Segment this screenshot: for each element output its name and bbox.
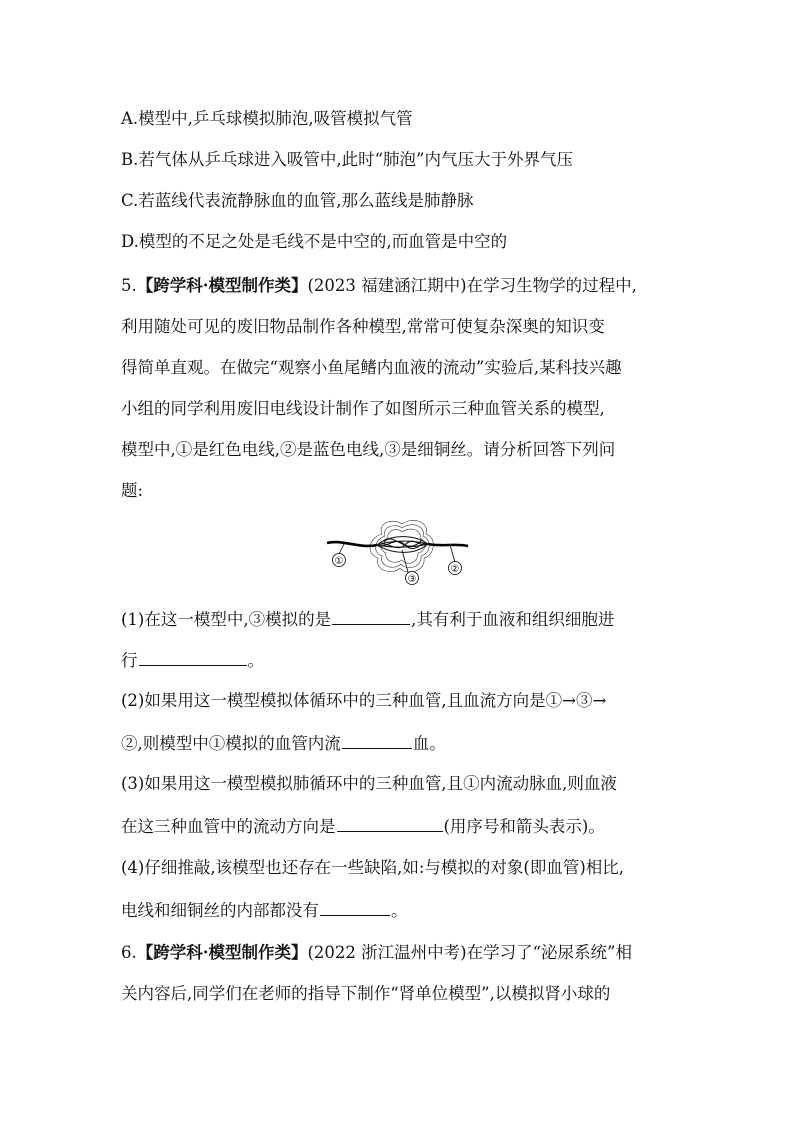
q6-tag: 【跨学科·模型制作类】 xyxy=(136,943,308,962)
option-c: C.若蓝线代表流静脉血的血管,那么蓝线是肺静脉 xyxy=(121,191,474,210)
q5-sub3-line-2 xyxy=(121,815,605,837)
q5-stem-4: 模型中,①是红色电线,②是蓝色电线,③是细铜丝。请分析回答下列问 xyxy=(121,440,616,459)
answer-blank-2[interactable] xyxy=(139,649,247,666)
answer-blank-4[interactable] xyxy=(337,815,443,832)
q6-stem-0: 在学习了“泌尿系统”相 xyxy=(466,943,632,962)
wire-model-diagram xyxy=(322,514,472,586)
q5-source: (2023 福建涵江期中) xyxy=(307,276,467,295)
q5-sub1-text-3: 行 xyxy=(121,651,138,670)
q5-sub2-text-2: 血。 xyxy=(412,734,446,753)
q6-line-1 xyxy=(121,943,632,963)
q5-stem-2: 得简单直观。在做完“观察小鱼尾鳍内血液的流动”实验后,某科技兴趣 xyxy=(121,358,622,377)
q6-number: 6. xyxy=(121,943,137,962)
q5-sub2-text: ②,则模型中①模拟的血管内流 xyxy=(121,734,341,753)
figure-label-1: ① xyxy=(334,556,344,567)
q5-sub1-text-2: ,其有利于血液和组织细胞进 xyxy=(411,610,615,629)
blood-vessel-model-figure xyxy=(322,514,472,586)
answer-blank-1[interactable] xyxy=(332,608,410,625)
q5-sub2-line-1: (2)如果用这一模型模拟体循环中的三种血管,且血流方向是①→③→ xyxy=(121,691,607,710)
figure-label-3: ③ xyxy=(407,574,417,585)
option-d: D.模型的不足之处是毛线不是中空的,而血管是中空的 xyxy=(121,232,508,251)
option-a: A.模型中,乒乓球模拟肺泡,吸管模拟气管 xyxy=(121,109,413,128)
q6-source: (2022 浙江温州中考) xyxy=(307,943,467,962)
q5-sub4-text-2: 。 xyxy=(391,901,408,920)
q5-sub1-line-1 xyxy=(121,608,614,630)
q5-sub1-text: (1)在这一模型中,③模拟的是 xyxy=(121,610,332,629)
answer-blank-5[interactable] xyxy=(320,899,390,916)
q5-stem-1: 利用随处可见的废旧物品制作各种模型,常常可使复杂深奥的知识变 xyxy=(121,317,605,336)
figure-label-2: ② xyxy=(450,564,460,575)
q5-number: 5. xyxy=(121,276,137,295)
q5-stem-3: 小组的同学利用废旧电线设计制作了如图所示三种血管关系的模型, xyxy=(121,399,605,418)
q5-sub4-text: 电线和细铜丝的内部都没有 xyxy=(121,901,319,920)
q6-stem-1: 关内容后,同学们在老师的指导下制作“肾单位模型”,以模拟肾小球的 xyxy=(121,984,611,1003)
q5-line-1 xyxy=(121,276,637,296)
q5-sub3-text-2: (用序号和箭头表示)。 xyxy=(443,817,605,836)
q5-sub4-line-2 xyxy=(121,899,408,921)
q5-sub1-line-2 xyxy=(121,649,264,671)
q5-sub3-line-1: (3)如果用这一模型模拟肺循环中的三种血管,且①内流动脉血,则血液 xyxy=(121,774,617,793)
answer-blank-3[interactable] xyxy=(342,732,412,749)
q5-stem-5: 题: xyxy=(121,481,144,500)
q5-sub2-line-2 xyxy=(121,732,446,754)
option-b: B.若气体从乒乓球进入吸管中,此时“肺泡”内气压大于外界气压 xyxy=(121,150,573,169)
q5-sub4-line-1: (4)仔细推敲,该模型也还存在一些缺陷,如:与模拟的对象(即血管)相比, xyxy=(121,858,625,877)
q5-sub1-text-4: 。 xyxy=(247,651,264,670)
q5-tag: 【跨学科·模型制作类】 xyxy=(136,276,308,295)
q5-stem-0: 在学习生物学的过程中, xyxy=(466,276,637,295)
q5-sub3-text: 在这三种血管中的流动方向是 xyxy=(121,817,336,836)
